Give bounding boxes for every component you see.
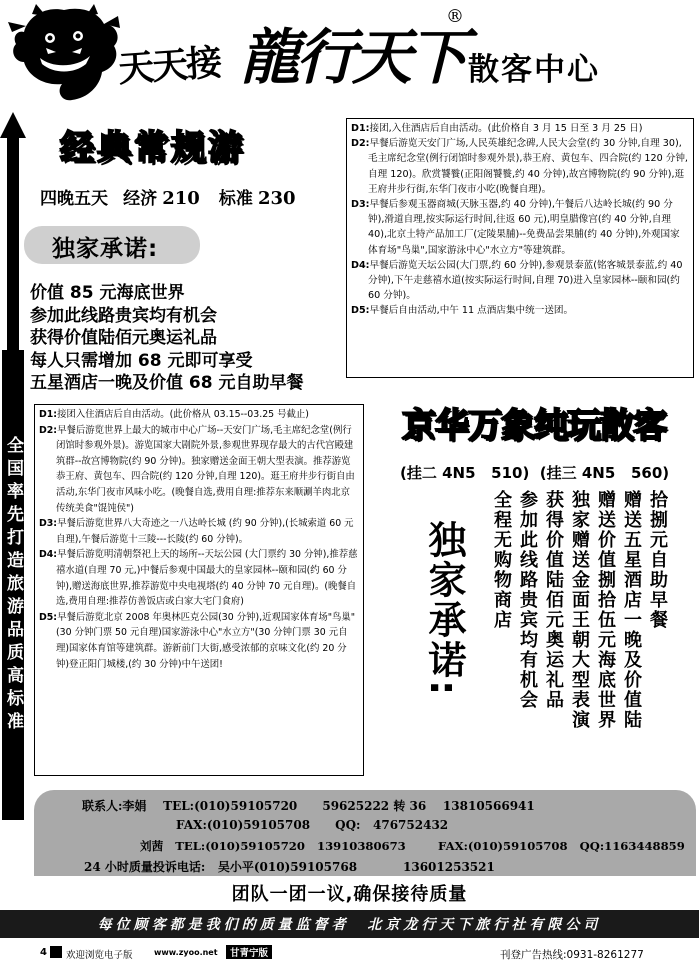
itinerary-day-4: D4:早餐后游览明清朝祭祀上天的场所--天坛公园 (大门票约 30 分钟),推荐慈禧水道(自理 70 元,)中餐后参观中国最大的皇家园林--颐和园(约 60 分钟),赠送海底世界,推荐游览中央电视塔(约 40 分钟 70 元自理)。(晚餐自选,费用自理:推荐仿善饭店或白家大宅门食府) [39, 549, 358, 608]
itinerary-day-2: D2:早餐后游览世界上最大的城市中心广场--天安门广场,毛主席纪念堂(例行闭馆时参观外景)。游览国家大剧院外景,参观世界现存最大的古代宫殿建筑群--故宫博物院(约 90 分钟)。独家赠送金面王朝大型表演。推荐游览恭王府、黄包车、四合院(约 120 分钟,自理 120)。逛王府井步行街自由活动,东华门夜市风味小吃。(晚餐自选,费用自理:推荐东来顺涮羊肉北京传统美食"馄饨侯") [39, 424, 355, 514]
promise-item: 获得价值陆佰元奥运礼品 [30, 328, 217, 348]
promise-item: 五星酒店一晚及价值 68 元自助早餐 [30, 373, 304, 393]
side-banner [0, 112, 26, 822]
side-banner-text: 全国率先打造旅游品质高标准 [2, 350, 24, 820]
economy-label: 经济 [123, 189, 158, 209]
itinerary-day-5: D5:早餐后自由活动,中午 11 点酒店集中统一送团。 [351, 305, 574, 317]
classic-itinerary-box [346, 118, 694, 378]
contact-line-2: FAX:(010)59105708 QQ: 476752432 [176, 818, 449, 832]
registered-mark: ® [446, 6, 464, 27]
vertical-promise: 赠送价值捌拾伍元海底世界 [595, 490, 616, 730]
standard-label: 标准 [218, 189, 253, 209]
site-link[interactable]: www.zyoo.net [154, 948, 218, 957]
itinerary-day-1: D1:接团入住酒店后自由活动。(此价格从 03.15--03.25 号截止) [39, 409, 309, 420]
itinerary-day-3: D3:早餐后参观玉器商城(天脉玉器,约 40 分钟),午餐后八达岭长城(约 90 分钟),滑道自理,按实际运行时间,往返 60 元),明皇腊像宫(约 40 分钟,自理 40),北京土特产品加工厂(定陵果脯)--免费品尝果脯(约 40 分钟),外观国家体育场"鸟巢",国家游泳中心"水立方"等建筑群。 [351, 199, 680, 256]
dragon-logo-icon [6, 2, 124, 107]
itinerary-day-3: D3:早餐后游览世界八大奇迹之一八达岭长城 (约 90 分钟),(长城索道 60 元自理),午餐后游览十三陵---长陵(约 60 分钟)。 [39, 518, 354, 545]
itinerary-day-5: D5:早餐后游览北京 2008 年奥林匹克公园(30 分钟),近观国家体育场"鸟巢"(30 分钟门票 50 元自理)国家游泳中心"水立方"(30 分钟门票 30 元自理)国家体育馆等建筑群。游新前门大街,感受浓郁的京味文化(约 20 分钟)登正阳门城楼,(约 30 分钟)中午送团! [39, 611, 356, 670]
ad-hotline: 刊登广告热线:0931-8261277 [500, 949, 644, 961]
vertical-promise: 参加此线路贵宾均有机会 [517, 490, 538, 710]
itinerary-day-1: D1:接团,入住酒店后自由活动。(此价格自 3 月 15 日至 3 月 25 日) [351, 123, 643, 134]
contact-line-3: 刘茜 TEL:(010)59105720 13910380673 FAX:(010)59105708 QQ:1163448859 [140, 839, 685, 853]
economy-price: 210 [162, 188, 200, 209]
vertical-promise: 独家赠送金面王朝大型表演 [569, 490, 590, 730]
brand-name: 龍行天下 [240, 23, 464, 93]
vertical-promise: 拾捌元自助早餐 [647, 490, 668, 630]
promise-item: 价值 85 元海底世界 [30, 283, 185, 303]
slogan: 团队一团一议,确保接待质量 [231, 884, 468, 905]
vertical-promise: 获得价值陆佰元奥运礼品 [543, 490, 564, 710]
section-title: 散客中心 [468, 52, 600, 88]
standard-price: 230 [257, 188, 296, 209]
arrow-up-icon [0, 112, 26, 362]
itinerary-day-2: D2:早餐后游览天安门广场,人民英雄纪念碑,人民大会堂(约 30 分钟,自理 30),毛主席纪念堂(例行闭馆时参观外景),恭王府、黄包车、四合院(约 120 分钟,自理 120)。欣赏饕餮(正阳阁饕餮,约 40 分钟),故宫博物院(约 90 分钟),逛王府井步行街,东华门夜市小吃(晚餐自理)。 [351, 138, 688, 195]
welcome-text: 欢迎浏览电子版 [66, 950, 133, 961]
vertical-promise: 全程无购物商店 [491, 490, 512, 630]
promise-item: 每人只需增加 68 元即可享受 [30, 350, 253, 371]
classic-promise-title: 独家承诺: [52, 236, 159, 262]
jinghua-price-line: (挂二 4N5 510) (挂三 4N5 560) [400, 464, 670, 482]
page-number: 4 [40, 947, 47, 958]
contact-line-1: 联系人:李娟 TEL:(010)59105720 59625222 转 36 13810566941 [82, 799, 535, 813]
jinghua-tour-title: 京华万象纯玩散客 [402, 406, 666, 446]
brand-prefix: 天天接 [116, 41, 222, 91]
paper-icon [50, 946, 62, 958]
duration-label: 四晚五天 [40, 189, 108, 209]
jinghua-promise-title: 独家承诺: [422, 520, 466, 698]
vertical-promise: 赠送五星酒店一晚及价值陆 [621, 490, 642, 730]
header [0, 0, 699, 112]
paper-name-badge: 甘青宁版 [226, 945, 272, 959]
promise-item: 参加此线路贵宾均有机会 [30, 305, 217, 326]
itinerary-day-4: D4:早餐后游览天坛公园(大门票,约 60 分钟),参观景泰蓝(铭客城景泰蓝,约 40 分钟),下午走慈禧水道(按实际运行时间,自理 70)进入皇家园林--颐和园(约 60 分钟)。 [351, 259, 683, 302]
footer-band-text: 每位顾客都是我们的质量监督者 北京龙行天下旅行社有限公司 [97, 917, 602, 933]
jinghua-itinerary-box [34, 404, 364, 776]
classic-tour-prices [40, 184, 296, 209]
classic-tour-title: 经典常规游 [60, 128, 245, 168]
contact-line-4: 24 小时质量投诉电话: 吴小平(010)59105768 13601253521 [84, 860, 495, 874]
bottom-line [0, 942, 699, 965]
classic-promise-list [30, 282, 304, 395]
